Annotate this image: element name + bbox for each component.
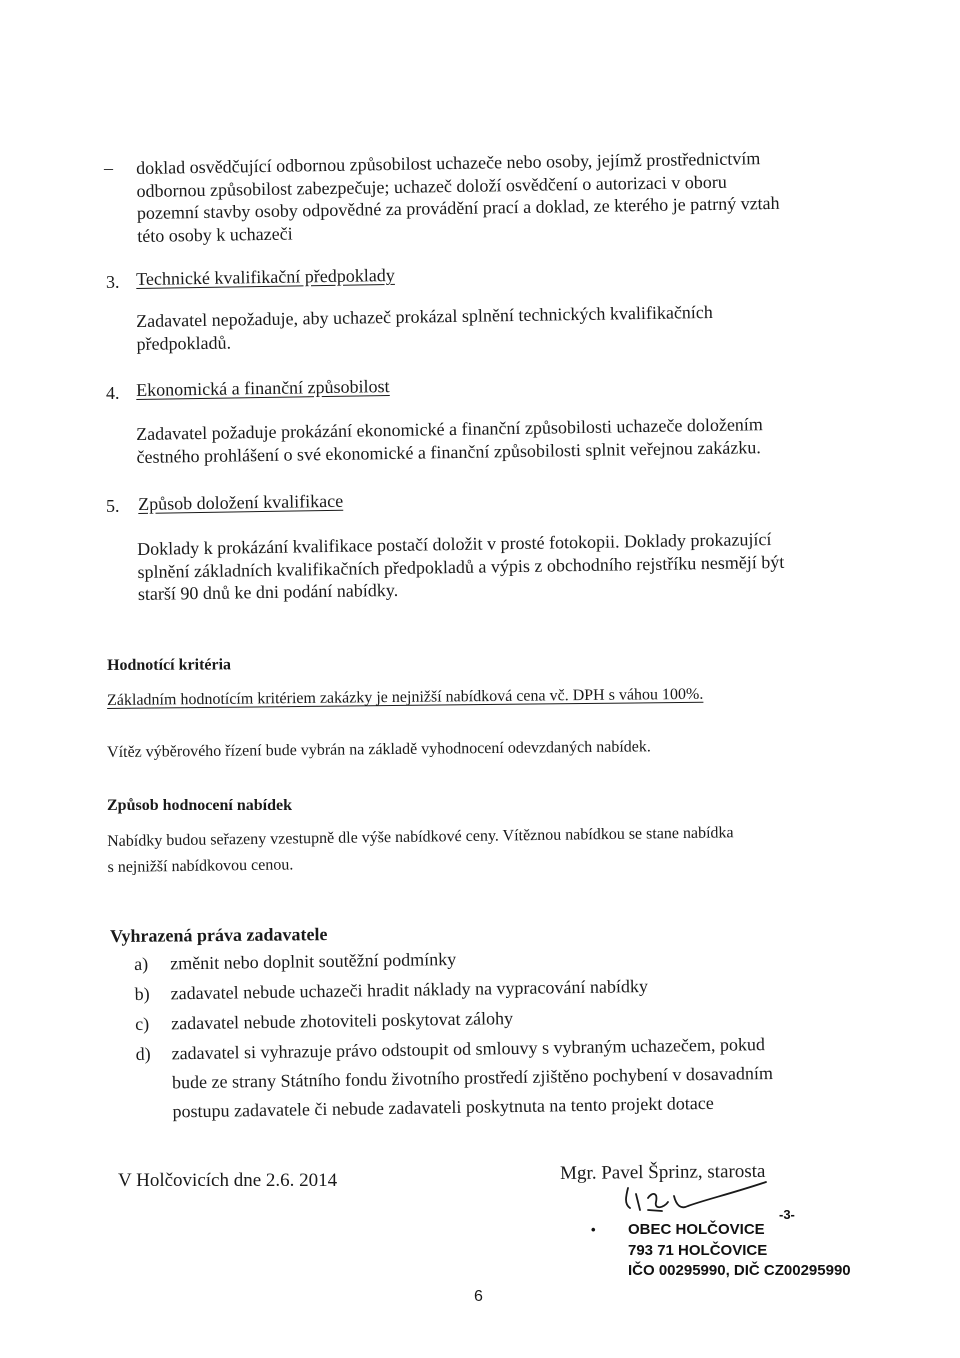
criteria-heading: Hodnotící kritéria [107,656,232,674]
text-line: Nabídky budou seřazeny vzestupně dle výše nabídkové ceny. Vítěznou nabídkou se stane nabídka [107,824,734,850]
text-line: odbornou způsobilost zabezpečuje; uchazeč doloží osvědčení o autorizaci v oboru [136,171,727,201]
place-date: V Holčovicích dne 2.6. 2014 [118,1170,338,1191]
signatory: Mgr. Pavel Šprinz, starosta [560,1160,766,1184]
rights-heading: Vyhrazená práva zadavatele [110,924,328,946]
item-letter: b) [134,983,150,1004]
evaluation-paragraph [107,820,734,881]
section-paragraph [136,301,713,355]
text-line: bude ze strany Státního fondu životního prostředí zjištěno pochybení v dosavadním [171,1062,774,1093]
stamp-municipality: OBEC HOLČOVICE [628,1221,765,1238]
page-number: 6 [474,1288,483,1305]
item-text [171,1031,773,1124]
text-line: pozemní stavby osoby odpovědné za provádění prací a doklad, ze kterého je patrný vztah [136,192,780,223]
bullet-dash: – [104,158,113,178]
section-heading: Ekonomická a finanční způsobilost [136,376,390,400]
section-number: 3. [106,272,120,292]
section-number: 5. [106,496,120,516]
text-line: splnění základních kvalifikačních předpokladů a výpis z obchodního rejstříku nesmějí být [137,551,785,582]
stamp-address: 793 71 HOLČOVICE [628,1242,768,1259]
criteria-main: Základním hodnotícím kritériem zakázky je nejnižší nabídková cena vč. DPH s váhou 100%. [107,685,704,709]
text-line: předpokladů. [136,332,232,354]
item-letter: d) [135,1043,151,1064]
criteria-winner: Vítěz výběrového řízení bude vybrán na základě vyhodnocení odevzdaných nabídek. [107,738,651,761]
section-heading: Způsob doložení kvalifikace [138,490,344,514]
stamp-number: -3- [779,1207,795,1222]
bullet-paragraph [136,147,780,247]
list-item [135,1031,773,1125]
section-paragraph [136,413,763,468]
item-text: zadavatel nebude zhotoviteli poskytovat zálohy [170,1008,514,1034]
section-paragraph [137,528,785,606]
text-line: postupu zadavatele či nebude zadavateli poskytnuta na tento projekt dotace [172,1092,714,1122]
text-line: čestného prohlášení o své ekonomické a finanční způsobilosti splnit veřejnou zakázku. [136,436,761,467]
text-line: této osoby k uchazeči [137,223,293,246]
text-line: s nejnižší nabídkovou cenou. [107,856,294,876]
item-text: zadavatel nebude uchazeči hradit náklady na vypracování nabídky [170,975,649,1004]
item-letter: a) [134,953,149,974]
text-line: Zadavatel požaduje prokázání ekonomické a finanční způsobilosti uchazeče doložením [136,414,764,444]
text-line: Doklady k prokázání kvalifikace postačí doložit v prosté fotokopii. Doklady prokazující [137,529,772,559]
section-number: 4. [106,383,120,403]
item-letter: c) [134,1013,150,1034]
text-line: Zadavatel nepožaduje, aby uchazeč prokázal splnění technických kvalifikačních [136,301,713,331]
rights-list [134,941,774,1125]
handwritten-signature [618,1180,768,1224]
item-text: změnit nebo doplnit soutěžní podmínky [170,948,457,974]
text-line: zadavatel si vyhrazuje právo odstoupit od smlouvy s vybraným uchazečem, pokud [171,1034,766,1064]
evaluation-heading: Způsob hodnocení nabídek [107,797,292,814]
stamp-ids: IČO 00295990, DIČ CZ00295990 [628,1262,851,1279]
text-line: starší 90 dnů ke dni podání nabídky. [137,579,399,604]
text-line: doklad osvědčující odbornou způsobilost uchazeče nebo osoby, jejímž prostřednictvím [136,148,761,178]
stamp-bullet: • [591,1222,596,1237]
section-heading: Technické kvalifikační předpoklady [136,264,395,289]
